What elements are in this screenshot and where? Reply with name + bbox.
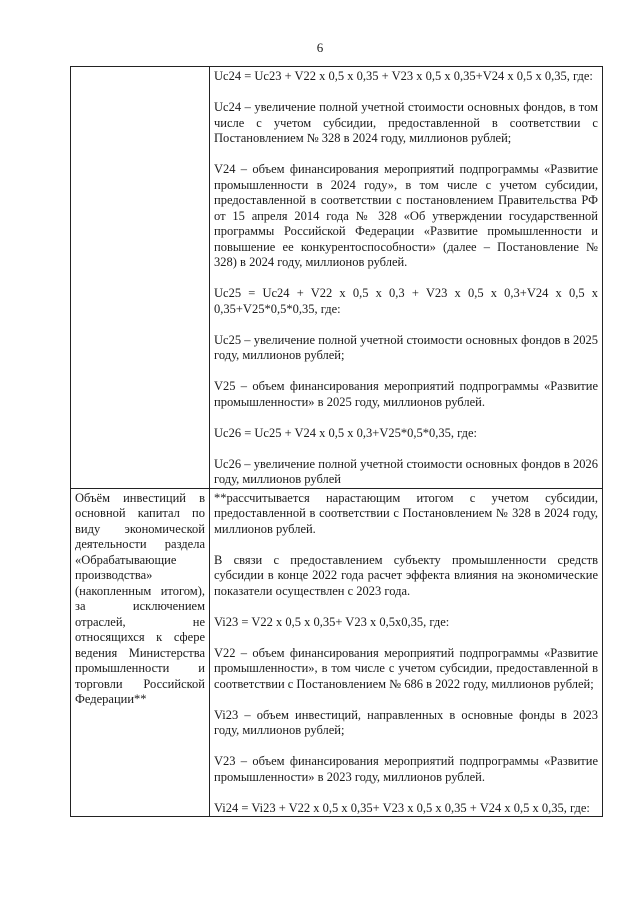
formula-cell bbox=[210, 488, 603, 817]
formula-uc24: Uc24 = Uc23 + V22 x 0,5 x 0,35 + V23 x 0,5 x 0,35+V24 x 0,5 x 0,35, где: bbox=[214, 69, 593, 83]
definition-v25: V25 – объем финансирования мероприятий подпрограммы «Развитие промышленности» в 2025 году, миллионов рублей. bbox=[214, 379, 598, 409]
definition-uc26: Uc26 – увеличение полной учетной стоимости основных фондов в 2026 году, миллионов рублей bbox=[214, 456, 598, 486]
formula-vi24: Vi24 = Vi23 + V22 x 0,5 x 0,35+ V23 x 0,5 x 0,35 + V24 x 0,5 x 0,35, где: bbox=[214, 800, 590, 815]
formula-cell bbox=[210, 67, 603, 489]
methodology-table bbox=[70, 66, 603, 817]
indicator-cell bbox=[71, 488, 210, 817]
definition-vi23: Vi23 – объем инвестиций, направленных в основные фонды в 2023 году, миллионов рублей; bbox=[214, 707, 598, 737]
footnote-cumulative: **рассчитывается нарастающим итогом с учетом субсидии, предоставленной в соответствии с Постановлением № 328 в 2024 году, миллионов рублей. bbox=[214, 490, 598, 536]
formula-vi23: Vi23 = V22 x 0,5 x 0,35+ V23 x 0,5x0,35, где: bbox=[214, 614, 450, 629]
note-subsidy-2022: В связи с предоставлением субъекту промышленности средств субсидии в конце 2022 года расчет эффекта влияния на экономические показатели осуществлен с 2023 года. bbox=[214, 552, 598, 598]
indicator-cell-empty bbox=[71, 67, 210, 489]
definition-v24: V24 – объем финансирования мероприятий подпрограммы «Развитие промышленности в 2024 году», в том числе с учетом субсидии, предоставленной в соответствии с постановлением Правительства РФ от 15 апреля 2014 года № 328 «Об утверждении государственной программы Российской Федерации «Развитие промышленности и повышение ее конкурентоспособности» (далее – Постановление № 328) в 2024 году, миллионов рублей. bbox=[214, 162, 598, 269]
table-row-continuation bbox=[71, 67, 603, 489]
formula-uc25: Uc25 = Uc24 + V22 x 0,5 x 0,3 + V23 x 0,5 x 0,3+V24 x 0,5 x 0,35+V25*0,5*0,35, где: bbox=[214, 286, 598, 316]
table-row-investment bbox=[71, 488, 603, 817]
definition-uc24: Uc24 – увеличение полной учетной стоимости основных фондов, в том числе с учетом субсидии, предоставленной в соответствии с Постановлением № 328 в 2024 году, миллионов рублей; bbox=[214, 100, 598, 145]
page-number: 6 bbox=[316, 40, 324, 55]
indicator-name: Объём инвестиций в основной капитал по виду экономической деятельности раздела «Обрабатывающие производства» (накопленным итогом), за исключением отраслей, не относящихся к сфере ведения Министерства промышленности и торговли Российской Федерации** bbox=[75, 490, 205, 706]
definition-v22: V22 – объем финансирования мероприятий подпрограммы «Развитие промышленности», в том числе с учетом субсидии, предоставленной в соответствии с Постановлением № 686 в 2022 году, миллионов рублей; bbox=[214, 645, 598, 691]
definition-v23: V23 – объем финансирования мероприятий подпрограммы «Развитие промышленности» в 2023 году, миллионов рублей. bbox=[214, 754, 598, 784]
formula-uc26: Uc26 = Uc25 + V24 x 0,5 x 0,3+V25*0,5*0,35, где: bbox=[214, 425, 478, 440]
definition-uc25: Uc25 – увеличение полной учетной стоимости основных фондов в 2025 году, миллионов рублей; bbox=[214, 332, 598, 362]
